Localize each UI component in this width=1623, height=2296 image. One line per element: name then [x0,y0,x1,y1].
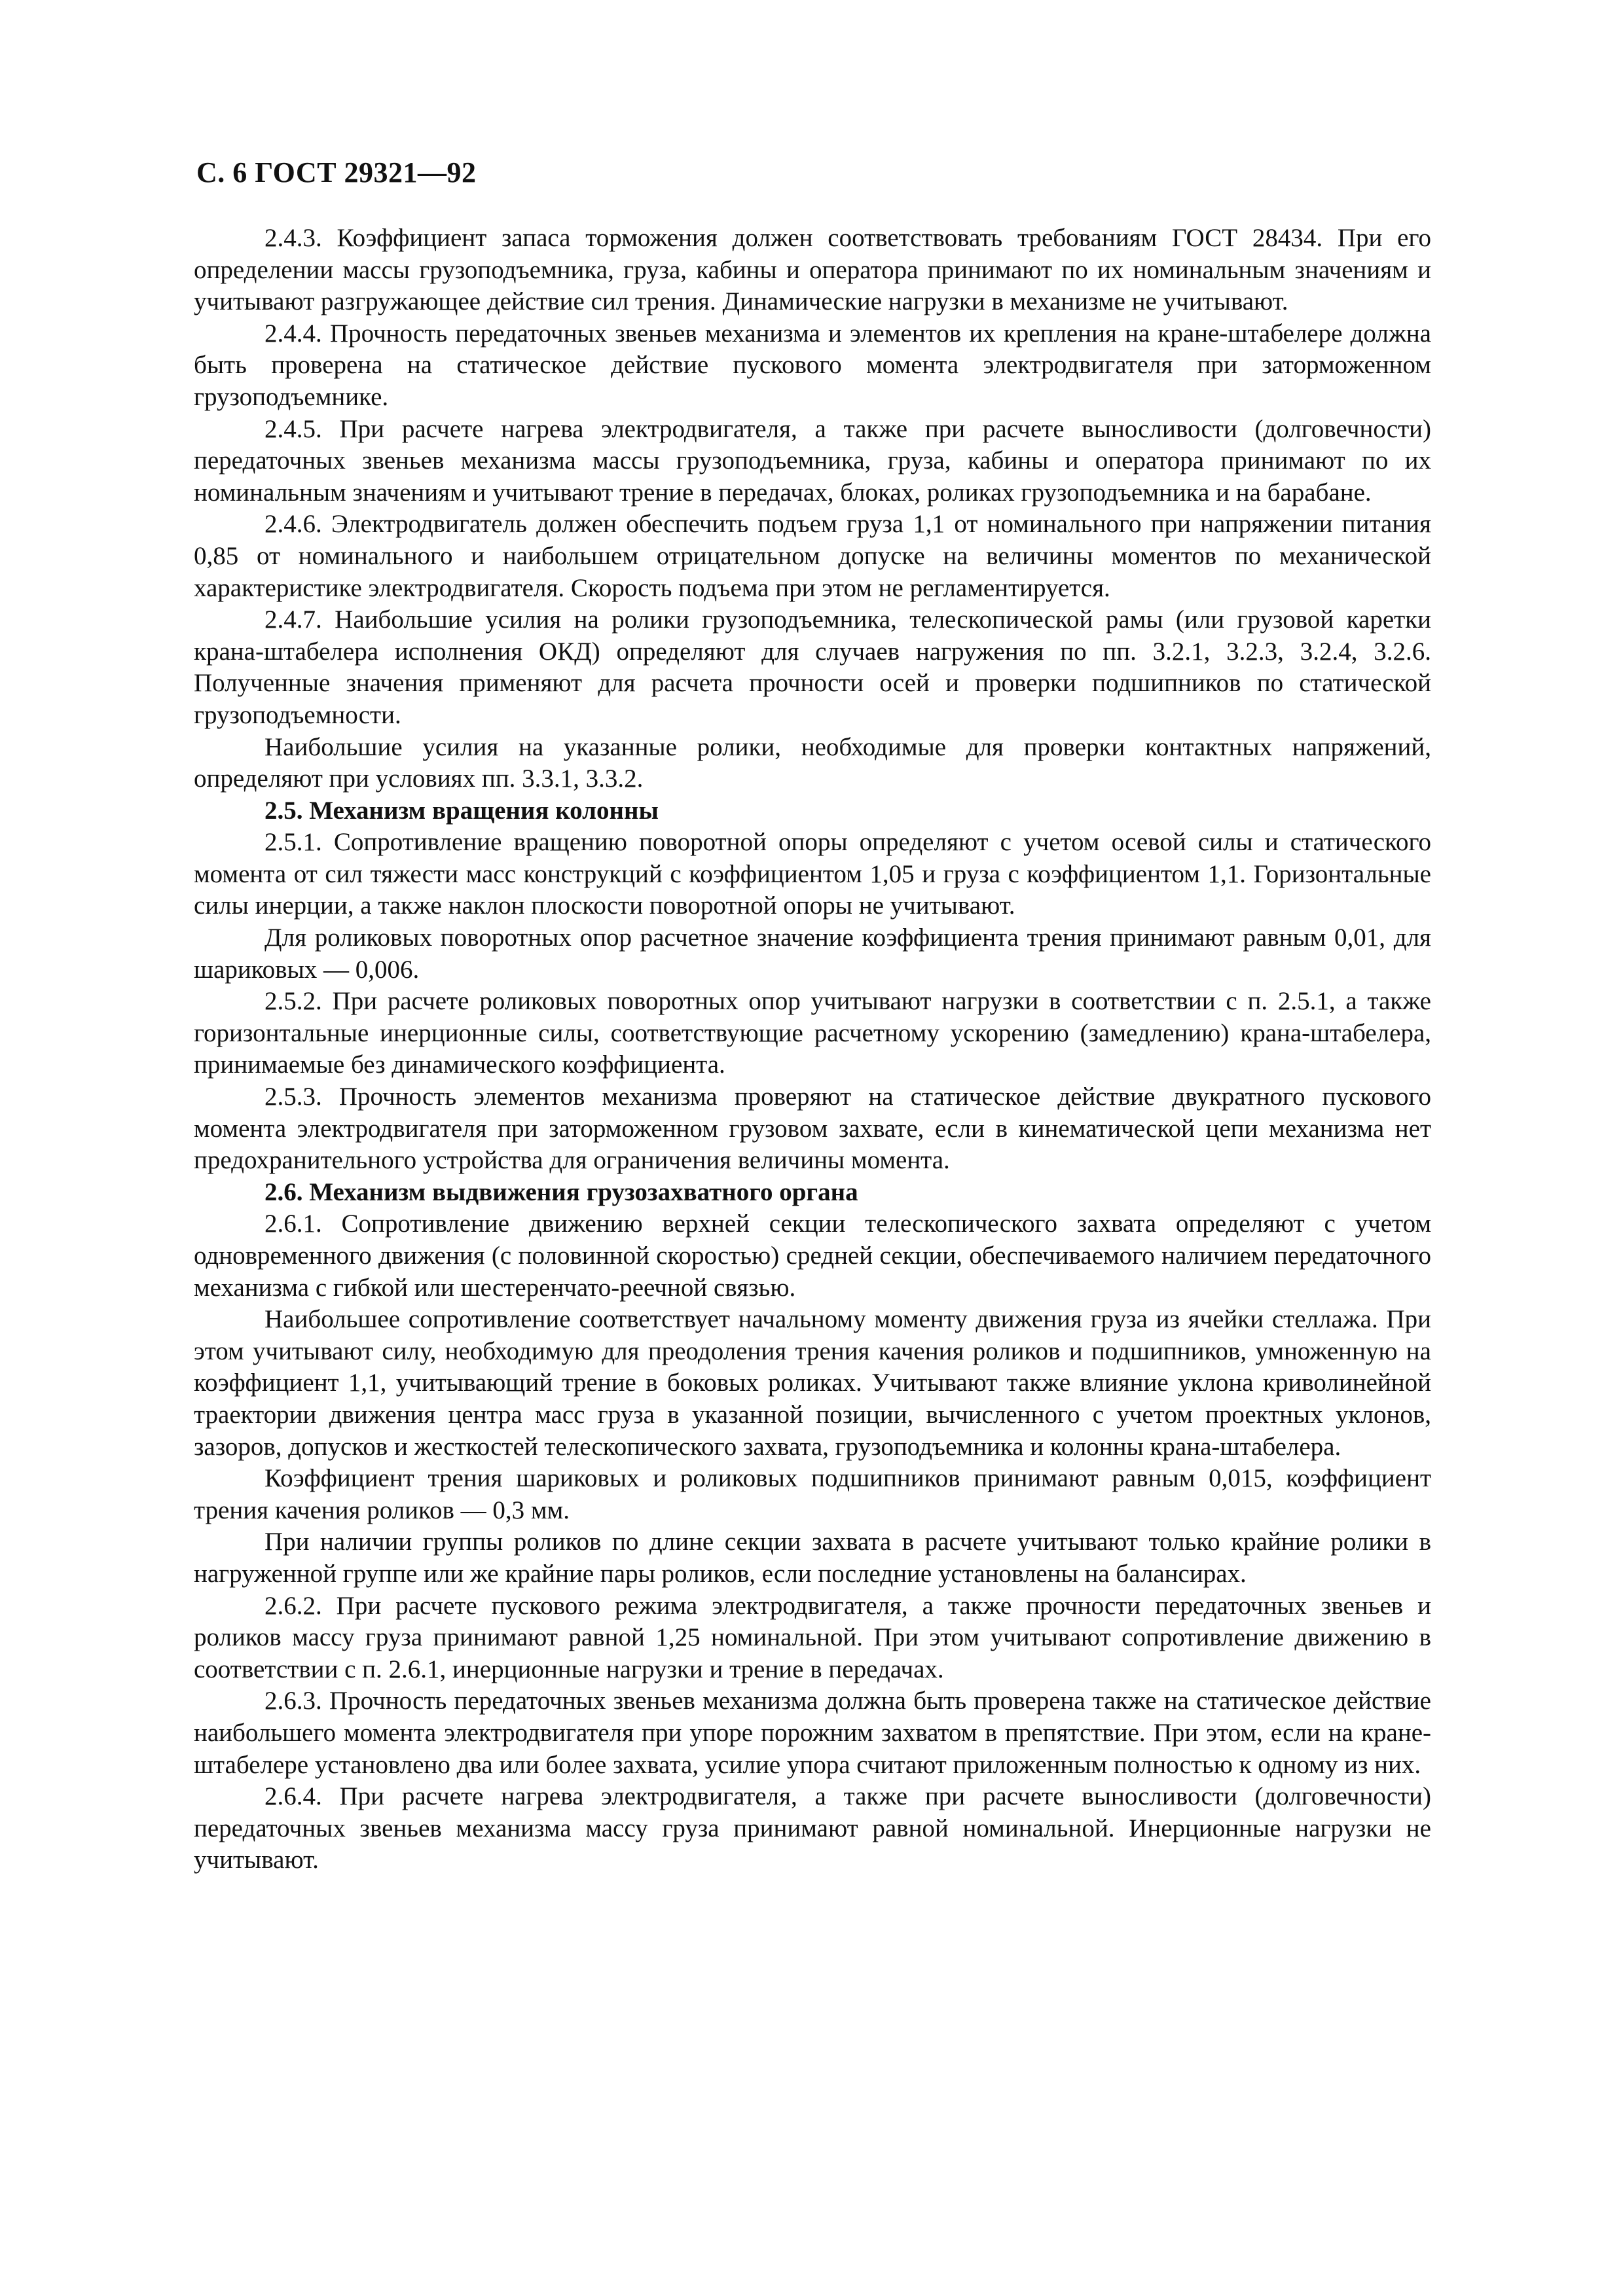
section-heading-2-5: 2.5. Механизм вращения колонны [264,796,659,825]
paragraph-2-4-7: 2.4.7. Наибольшие усилия на ролики грузоподъемника, телескопической рамы (или грузовой каретки крана-штабелера исполнения ОКД) определяют для случаев нагружения по пп. 3.2.1, 3.2.3, 3.2.4, 3.2.6. Полученные значения применяют для расчета прочности осей и проверки подшипников по статической грузоподъемности. [194,605,1431,729]
section-heading-2-6: 2.6. Механизм выдвижения грузозахватного органа [264,1177,858,1206]
paragraph-2-5-1-friction: Для роликовых поворотных опор расчетное значение коэффициента трения принимают равным 0,01, для шариковых — 0,006. [194,924,1431,984]
paragraph-2-4-6: 2.4.6. Электродвигатель должен обеспечить подъем груза 1,1 от номинального при напряжении питания 0,85 от номинального и наибольшем отрицательном допуске на величины моментов по механической характеристике электродвигателя. Скорость подъема при этом не регламентируется. [194,510,1431,602]
paragraph-2-6-1-roller-group: При наличии группы роликов по длине секции захвата в расчете учитывают только крайние ролики в нагруженной группе или же крайние пары роликов, если последние установлены на балансирах. [194,1528,1431,1588]
page-header: С. 6 ГОСТ 29321—92 [196,156,477,188]
paragraph-2-6-1: 2.6.1. Сопротивление движению верхней секции телескопического захвата определяют с учетом одновременного движения (с половинной скоростью) средней секции, обеспечиваемого наличием передаточного механизма с гибкой или шестеренчато-реечной связью. [194,1210,1431,1302]
paragraph-2-5-3: 2.5.3. Прочность элементов механизма проверяют на статическое действие двукратного пускового момента электродвигателя при заторможенном грузовом захвате, если в кинематической цепи механизма нет предохранительного устройства для ограничения величины момента. [194,1083,1431,1175]
paragraph-2-6-2: 2.6.2. При расчете пускового режима электродвигателя, а также прочности передаточных звеньев и роликов массу груза принимают равной 1,25 номинальной. При этом учитывают сопротивление движению в соответствии с п. 2.6.1, инерционные нагрузки и трение в передачах. [194,1591,1431,1683]
paragraph-2-6-4: 2.6.4. При расчете нагрева электродвигателя, а также при расчете выносливости (долговечности) передаточных звеньев механизма массу груза принимают равной номинальной. Инерционные нагрузки не учитывают. [194,1782,1431,1874]
paragraph-2-6-1-max-resistance: Наибольшее сопротивление соответствует начальному моменту движения груза из ячейки стеллажа. При этом учитывают силу, необходимую для преодоления трения качения роликов и подшипников, умноженную на коэффициент 1,1, учитывающий трение в боковых роликах. Учитывают также влияние уклона криволинейной траектории движения центра масс груза в указанной позиции, вычисленного с учетом проектных уклонов, зазоров, допусков и жесткостей телескопического захвата, грузоподъемника и колонны крана-штабелера. [194,1305,1431,1461]
paragraph-2-4-5: 2.4.5. При расчете нагрева электродвигателя, а также при расчете выносливости (долговечности) передаточных звеньев механизма массы грузоподъемника, груза, кабины и оператора принимают по их номинальным значениям и учитывают трение в передачах, блоках, роликах грузоподъемника и на барабане. [194,414,1431,507]
paragraph-2-5-2: 2.5.2. При расчете роликовых поворотных опор учитывают нагрузки в соответствии с п. 2.5.1, а также горизонтальные инерционные силы, соответствующие расчетному ускорению (замедлению) крана-штабелера, принимаемые без динамического коэффициента. [194,987,1431,1079]
document-body [194,223,1431,1876]
paragraph-2-4-4: 2.4.4. Прочность передаточных звеньев механизма и элементов их крепления на кране-штабелере должна быть проверена на статическое действие пускового момента электродвигателя при заторможенном грузоподъемнике. [194,319,1431,411]
paragraph-2-6-1-bearing-friction: Коэффициент трения шариковых и роликовых подшипников принимают равным 0,015, коэффициент трения качения роликов — 0,3 мм. [194,1464,1431,1524]
paragraph-2-6-3: 2.6.3. Прочность передаточных звеньев механизма должна быть проверена также на статическое действие наибольшего момента электродвигателя при упоре порожним захватом в препятствие. При этом, если на кране-штабелере установлено два или более захвата, усилие упора считают приложенным полностью к одному из них. [194,1687,1431,1779]
paragraph-2-5-1: 2.5.1. Сопротивление вращению поворотной опоры определяют с учетом осевой силы и статического момента от сил тяжести масс конструкций с коэффициентом 1,05 и груза с коэффициентом 1,1. Горизонтальные силы инерции, а также наклон плоскости поворотной опоры не учитывают. [194,828,1431,920]
paragraph-2-4-7-contact: Наибольшие усилия на указанные ролики, необходимые для проверки контактных напряжений, определяют при условиях пп. 3.3.1, 3.3.2. [194,732,1431,793]
paragraph-2-4-3: 2.4.3. Коэффициент запаса торможения должен соответствовать требованиям ГОСТ 28434. При его определении массы грузоподъемника, груза, кабины и оператора принимают по их номинальным значениям и учитывают разгружающее действие сил трения. Динамические нагрузки в механизме не учитывают. [194,224,1431,316]
